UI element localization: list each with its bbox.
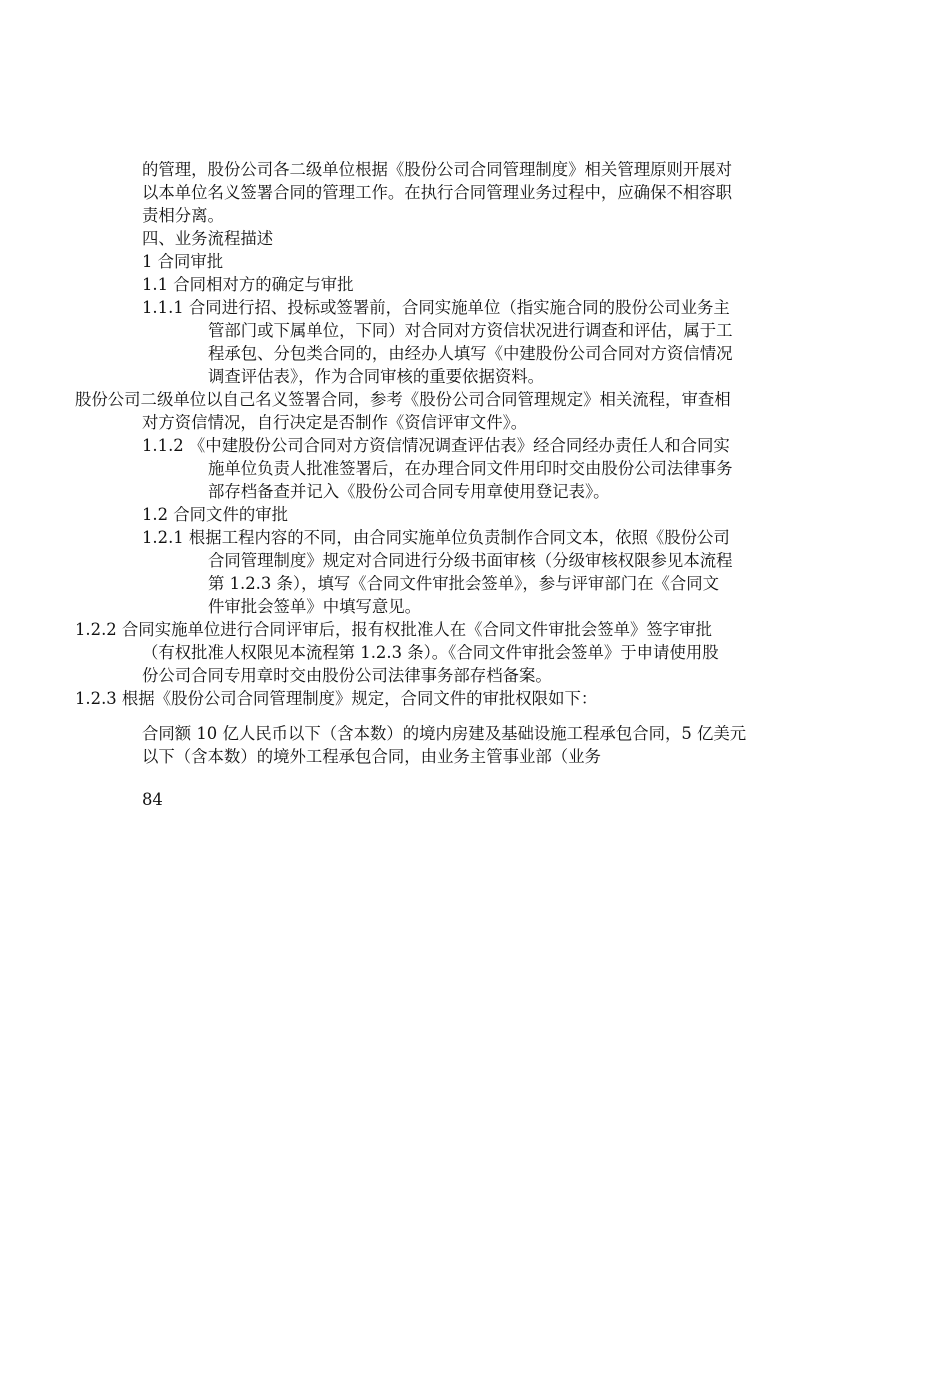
section-heading: 1.1 合同相对方的确定与审批 <box>142 275 354 294</box>
text-line: 管部门或下属单位，下同）对合同对方资信状况进行调查和评估，属于工 <box>208 321 733 340</box>
text-line: 1.2.3 根据《股份公司合同管理制度》规定，合同文件的审批权限如下： <box>75 689 598 708</box>
text-line: 的管理，股份公司各二级单位根据《股份公司合同管理制度》相关管理原则开展对 <box>142 160 733 179</box>
section-heading: 1 合同审批 <box>142 252 224 271</box>
text-line: 合同管理制度》规定对合同进行分级书面审核（分级审核权限参见本流程 <box>208 551 733 570</box>
text-line: 1.2.1 根据工程内容的不同，由合同实施单位负责制作合同文本，依照《股份公司 <box>142 528 730 547</box>
text-line: 责相分离。 <box>142 206 224 225</box>
text-line: 施单位负责人批准签署后，在办理合同文件用印时交由股份公司法律事务 <box>208 459 733 478</box>
text-line: 第 1.2.3 条），填写《合同文件审批会签单》，参与评审部门在《合同文 <box>208 574 720 593</box>
page-number: 84 <box>142 790 163 809</box>
text-line: （有权批准人权限见本流程第 1.2.3 条）。《合同文件审批会签单》于申请使用股 <box>142 643 719 662</box>
section-heading: 四、业务流程描述 <box>142 229 274 248</box>
text-line: 以下（含本数）的境外工程承包合同，由业务主管事业部（业务 <box>142 747 601 766</box>
text-line: 1.1.2 《中建股份公司合同对方资信情况调查评估表》经合同经办责任人和合同实 <box>142 436 730 455</box>
text-line: 1.1.1 合同进行招、投标或签署前，合同实施单位（指实施合同的股份公司业务主 <box>142 298 730 317</box>
text-line: 部存档备查并记入《股份公司合同专用章使用登记表》。 <box>208 482 610 501</box>
text-line: 1.2.2 合同实施单位进行合同评审后，报有权批准人在《合同文件审批会签单》签字审批 <box>75 620 712 639</box>
text-line: 股份公司二级单位以自己名义签署合同，参考《股份公司合同管理规定》相关流程，审查相 <box>75 390 731 409</box>
text-line: 以本单位名义签署合同的管理工作。在执行合同管理业务过程中，应确保不相容职 <box>142 183 733 202</box>
section-heading: 1.2 合同文件的审批 <box>142 505 289 524</box>
text-line: 份公司合同专用章时交由股份公司法律事务部存档备案。 <box>142 666 552 685</box>
text-line: 程承包、分包类合同的，由经办人填写《中建股份公司合同对方资信情况 <box>208 344 733 363</box>
text-line: 合同额 10 亿人民币以下（含本数）的境内房建及基础设施工程承包合同，5 亿美元 <box>142 724 747 743</box>
text-line: 调查评估表》，作为合同审核的重要依据资料。 <box>208 367 545 386</box>
text-line: 件审批会签单》中填写意见。 <box>208 597 422 616</box>
text-line: 对方资信情况，自行决定是否制作《资信评审文件》。 <box>142 413 528 432</box>
